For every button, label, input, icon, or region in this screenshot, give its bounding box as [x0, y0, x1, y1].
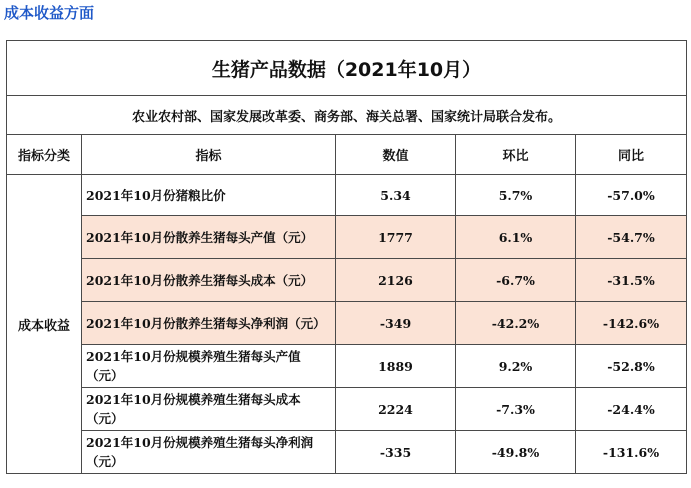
indicator-cell: 2021年10月份规模养殖生猪每头净利润（元） — [82, 431, 336, 474]
value-cell: -335 — [336, 431, 456, 474]
table-row — [7, 388, 687, 431]
header-indicator: 指标 — [82, 135, 336, 175]
mom-cell: -6.7% — [456, 259, 576, 302]
table-row — [7, 345, 687, 388]
yoy-cell: -54.7% — [576, 216, 687, 259]
page-heading: 成本收益方面 — [4, 4, 95, 22]
indicator-cell: 2021年10月份规模养殖生猪每头产值（元） — [82, 345, 336, 388]
value-cell: 2224 — [336, 388, 456, 431]
table-title: 生猪产品数据（2021年10月） — [7, 41, 687, 96]
value-cell: 1777 — [336, 216, 456, 259]
yoy-cell: -31.5% — [576, 259, 687, 302]
table-row — [7, 259, 687, 302]
yoy-cell: -24.4% — [576, 388, 687, 431]
mom-cell: 5.7% — [456, 175, 576, 216]
mom-cell: 9.2% — [456, 345, 576, 388]
yoy-cell: -131.6% — [576, 431, 687, 474]
table-row — [7, 302, 687, 345]
table-row — [7, 175, 687, 216]
value-cell: 2126 — [336, 259, 456, 302]
table-row — [7, 216, 687, 259]
table-row — [7, 431, 687, 474]
indicator-cell: 2021年10月份散养生猪每头净利润（元） — [82, 302, 336, 345]
value-cell: 1889 — [336, 345, 456, 388]
mom-cell: -7.3% — [456, 388, 576, 431]
mom-cell: -42.2% — [456, 302, 576, 345]
value-cell: 5.34 — [336, 175, 456, 216]
source-note: 农业农村部、国家发展改革委、商务部、海关总署、国家统计局联合发布。 — [7, 96, 687, 135]
indicator-cell: 2021年10月份散养生猪每头产值（元） — [82, 216, 336, 259]
header-value: 数值 — [336, 135, 456, 175]
header-row — [7, 135, 687, 175]
mom-cell: -49.8% — [456, 431, 576, 474]
yoy-cell: -52.8% — [576, 345, 687, 388]
pig-data-table — [6, 40, 687, 474]
yoy-cell: -57.0% — [576, 175, 687, 216]
indicator-cell: 2021年10月份散养生猪每头成本（元） — [82, 259, 336, 302]
header-category: 指标分类 — [7, 135, 82, 175]
mom-cell: 6.1% — [456, 216, 576, 259]
indicator-cell: 2021年10月份猪粮比价 — [82, 175, 336, 216]
indicator-cell: 2021年10月份规模养殖生猪每头成本（元） — [82, 388, 336, 431]
value-cell: -349 — [336, 302, 456, 345]
yoy-cell: -142.6% — [576, 302, 687, 345]
header-yoy: 同比 — [576, 135, 687, 175]
category-cell: 成本收益 — [7, 175, 82, 474]
header-mom: 环比 — [456, 135, 576, 175]
